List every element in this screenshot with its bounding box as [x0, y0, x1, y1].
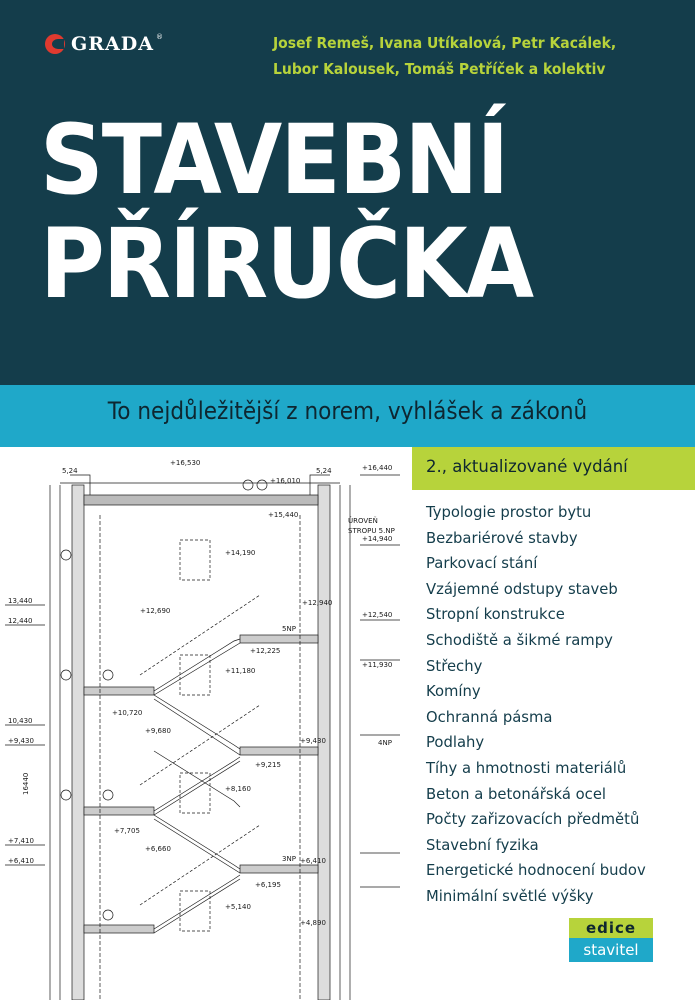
drawing-label: +12,225	[250, 647, 281, 655]
staircase-section-drawing	[0, 455, 400, 1000]
authors	[273, 30, 653, 82]
drawing-label: STROPU 5.NP	[348, 527, 395, 535]
drawing-label: +15,440	[268, 511, 299, 519]
drawing-label: +12,940	[302, 599, 333, 607]
topic-item: Bezbariérové stavby	[426, 529, 578, 547]
grada-logo-mark-icon	[45, 34, 65, 54]
drawing-label: 5NP	[282, 625, 296, 633]
topic-item: Komíny	[426, 683, 481, 701]
drawing-label: 16440	[22, 772, 30, 795]
drawing-label: +12,690	[140, 607, 171, 615]
drawing-label: +4,890	[300, 919, 326, 927]
topic-item: Minimální světlé výšky	[426, 887, 594, 905]
edition-label: 2., aktualizované vydání	[426, 457, 628, 476]
topic-item: Tíhy a hmotnosti materiálů	[426, 759, 627, 777]
drawing-label: +11,930	[362, 661, 393, 669]
drawing-label: 4NP	[378, 739, 392, 747]
drawing-label: +7,410	[8, 837, 34, 845]
book-title-line-1: STAVEBNÍ	[40, 104, 508, 216]
drawing-label: +16,010	[270, 477, 301, 485]
topic-item: Stavební fyzika	[426, 836, 539, 854]
drawing-label: 5,24	[62, 467, 78, 475]
topic-item: Střechy	[426, 657, 483, 675]
drawing-label: 10,430	[8, 717, 33, 725]
drawing-label: +11,180	[225, 667, 256, 675]
drawing-label: +9,215	[255, 761, 281, 769]
drawing-label: +14,940	[362, 535, 393, 543]
drawing-label: +5,140	[225, 903, 251, 911]
drawing-label: 12,440	[8, 617, 33, 625]
topic-item: Typologie prostor bytu	[426, 504, 592, 521]
topic-item: Počty zařizovacích předmětů	[426, 811, 640, 829]
topic-item: Energetické hodnocení budov	[426, 862, 646, 880]
drawing-label: +7,705	[114, 827, 140, 835]
topic-item: Schodiště a šikmé rampy	[426, 631, 613, 649]
topic-item: Beton a betonářská ocel	[426, 785, 607, 803]
drawing-label: ÚROVEŇ	[348, 517, 378, 525]
drawing-label: +16,440	[362, 464, 393, 472]
drawing-label: +10,720	[112, 709, 143, 717]
drawing-label: +16,530	[170, 459, 201, 467]
authors-line-2: Lubor Kalousek, Tomáš Petříček a kolektiv	[273, 60, 606, 78]
topic-item: Podlahy	[426, 734, 485, 752]
drawing-label: +9,430	[300, 737, 326, 745]
registered-mark: ®	[155, 33, 163, 41]
topic-item: Vzájemné odstupy staveb	[426, 580, 618, 598]
drawing-label: +8,160	[225, 785, 251, 793]
drawing-label: 3NP	[282, 855, 296, 863]
publisher-logo	[45, 33, 163, 55]
topic-item: Parkovací stání	[426, 555, 538, 573]
book-title-line-2: PŘÍRUČKA	[40, 208, 533, 320]
series-badge	[569, 918, 653, 962]
book-title	[40, 104, 533, 320]
drawing-label: +6,195	[255, 881, 281, 889]
book-subtitle: To nejdůležitější z norem, vyhlášek a zákonů	[107, 397, 588, 425]
edition-badge	[412, 447, 695, 490]
publisher-logo-text: GRADA	[71, 33, 154, 55]
drawing-label: +9,680	[145, 727, 171, 735]
drawing-label: +12,540	[362, 611, 393, 619]
topic-item: Stropní konstrukce	[426, 606, 565, 624]
topic-item: Ochranná pásma	[426, 708, 553, 726]
drawing-label: 13,440	[8, 597, 33, 605]
drawing-label: +6,410	[8, 857, 34, 865]
topics-list	[426, 500, 646, 910]
drawing-label: 5,24	[316, 467, 332, 475]
drawing-label: +6,660	[145, 845, 171, 853]
subtitle-band	[0, 385, 695, 447]
drawing-label: +14,190	[225, 549, 256, 557]
drawing-label: +9,430	[8, 737, 34, 745]
drawing-label: +6,410	[300, 857, 326, 865]
series-line-2: stavitel	[569, 938, 653, 962]
authors-line-1: Josef Remeš, Ivana Utíkalová, Petr Kacálek,	[273, 34, 617, 52]
series-line-1: edice	[569, 918, 653, 938]
